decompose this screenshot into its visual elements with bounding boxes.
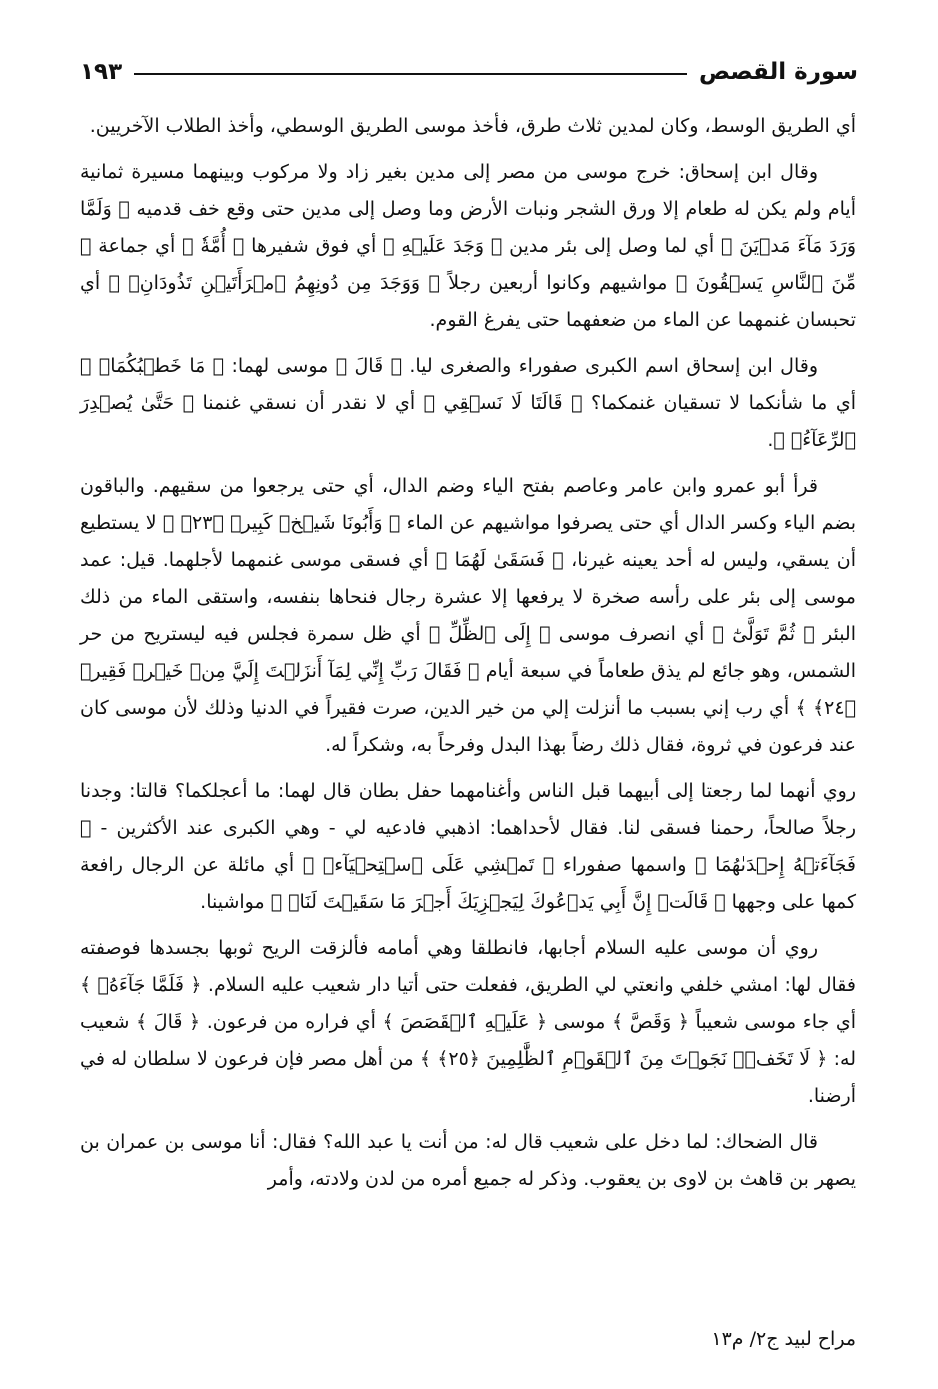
paragraph-5: روي أنهما لما رجعتا إلى أبيهما قبل الناس وأغنامهما حفل بطان قال لهما: ما أعجلكما؟ قالتا: وجدنا رجلاً صالحاً، رحمنا فسقى لنا. فقال لأحداهما: اذهبي فادعيه لي - وهي الكبرى عند الأكثرين - ﴿ فَجَآءَتۡهُ إِحۡدَىٰهُمَا ﴾ واسمها صفوراء ﴿ تَمۡشِي عَلَى ٱسۡتِحۡيَآءٖ ﴾ أي مائلة عن الرجال رافعة كمها على وجهها ﴿ قَالَتۡ إِنَّ أَبِي يَدۡعُوكَ لِيَجۡزِيَكَ أَجۡرَ مَا سَقَيۡتَ لَنَاۚ ﴾ مواشينا.: [80, 780, 856, 913]
paragraph-4: قرأ أبو عمرو وابن عامر وعاصم بفتح الياء وضم الدال، أي حتى يرجعوا من سقيهم. والباقون بضم الياء وكسر الدال أي حتى يصرفوا مواشيهم عن الماء ﴿ وَأَبُونَا شَيۡخٞ كَبِيرٞ ﴿٢٣﴾ ﴾ لا يستطيع أن يسقي، وليس له أحد يعينه غيرنا، ﴿ فَسَقَىٰ لَهُمَا ﴾ أي فسقى موسى غنمهما لأجلهما. قيل: عمد موسى إلى بئر على رأسه صخرة لا يرفعها إلا عشرة رجال فنحاها بنفسه، واستقى الماء من ذلك البئر ﴿ ثُمَّ تَوَلَّىٰٓ ﴾ أي انصرف موسى ﴿ إِلَى ٱلظِّلِّ ﴾ أي ظل سمرة فجلس فيه ليستريح من حر الشمس، وهو جائع لم يذق طعاماً في سبعة أيام ﴿ فَقَالَ رَبِّ إِنِّي لِمَآ أَنزَلۡتَ إِلَيَّ مِنۡ خَيۡرٖ فَقِيرٞ ﴿٢٤﴾ ﴾ أي رب إني بسبب ما أنزلت إلي من خير الدين، صرت فقيراً في الدنيا وذلك لأن موسى كان عند فرعون في ثروة، فقال ذلك رضاً بهذا البدل وفرحاً به، وشكراً له.: [80, 475, 856, 756]
paragraph-6: روي أن موسى عليه السلام أجابها، فانطلقا وهي أمامه فألزقت الريح ثوبها بجسدها فوصفته فقال لها: امشي خلفي وانعتي لي الطريق، ففعلت حتى أتيا دار شعيب عليه السلام. ﴿ فَلَمَّا جَآءَهُۥ ﴾ أي جاء موسى شعيباً ﴿ وَقَصَّ ﴾ موسى ﴿ عَلَيۡهِ ٱلۡقَصَصَ ﴾ أي فراره من فرعون. ﴿ قَالَ ﴾ شعيب له: ﴿ لَا تَخَفۡۖ نَجَوۡتَ مِنَ ٱلۡقَوۡمِ ٱلظَّٰلِمِينَ ﴿٢٥﴾ ﴾ من أهل مصر فإن فرعون لا سلطان له في أرضنا.: [80, 937, 856, 1107]
paragraph-3: وقال ابن إسحاق اسم الكبرى صفوراء والصغرى ليا. ﴿ قَالَ ﴾ موسى لهما: ﴿ مَا خَطۡبُكُمَاۖ ﴾ أي ما شأنكما لا تسقيان غنمكما؟ ﴿ قَالَتَا لَا نَسۡقِي ﴾ أي لا نقدر أن نسقي غنمنا ﴿ حَتَّىٰ يُصۡدِرَ ٱلرِّعَآءُۖ ﴾.: [80, 355, 856, 451]
printer-signature: مراح لبيد ج٢/ م١٣: [711, 1328, 856, 1350]
paragraph-2: وقال ابن إسحاق: خرج موسى من مصر إلى مدين بغير زاد ولا مركوب وبينهما مسيرة ثمانية أيام ولم يكن له طعام إلا ورق الشجر ونبات الأرض وما وصل إلى مدين حتى وقع خف قدميه ﴿ وَلَمَّا وَرَدَ مَآءَ مَدۡيَنَ ﴾ أي لما وصل إلى بئر مدين ﴿ وَجَدَ عَلَيۡهِ ﴾ أي فوق شفيرها ﴿ أُمَّةٗ ﴾ أي جماعة ﴿ مِّنَ ٱلنَّاسِ يَسۡقُونَ ﴾ مواشيهم وكانوا أربعين رجلاً ﴿ وَوَجَدَ مِن دُونِهِمُ ٱمۡرَأَتَيۡنِ تَذُودَانِۖ ﴾ أي تحبسان غنمهما عن الماء من ضعفهما حتى يفرغ القوم.: [80, 161, 856, 331]
paragraph-1: أي الطريق الوسط، وكان لمدين ثلاث طرق، فأخذ موسى الطريق الوسطي، وأخذ الطلاب الآخريين.: [89, 115, 856, 137]
commentary-text: [80, 108, 856, 1207]
page-number: ١٩٣: [80, 59, 123, 85]
header-rule: [134, 73, 687, 75]
paragraph-7: قال الضحاك: لما دخل على شعيب قال له: من أنت يا عبد الله؟ فقال: أنا موسى بن عمران بن يصهر بن قاهث بن لاوى بن يعقوب. وذكر له جميع أمره من لدن ولادته، وأمر: [80, 1131, 856, 1190]
running-header: [80, 52, 858, 92]
surah-title: سورة القصص: [699, 59, 858, 85]
